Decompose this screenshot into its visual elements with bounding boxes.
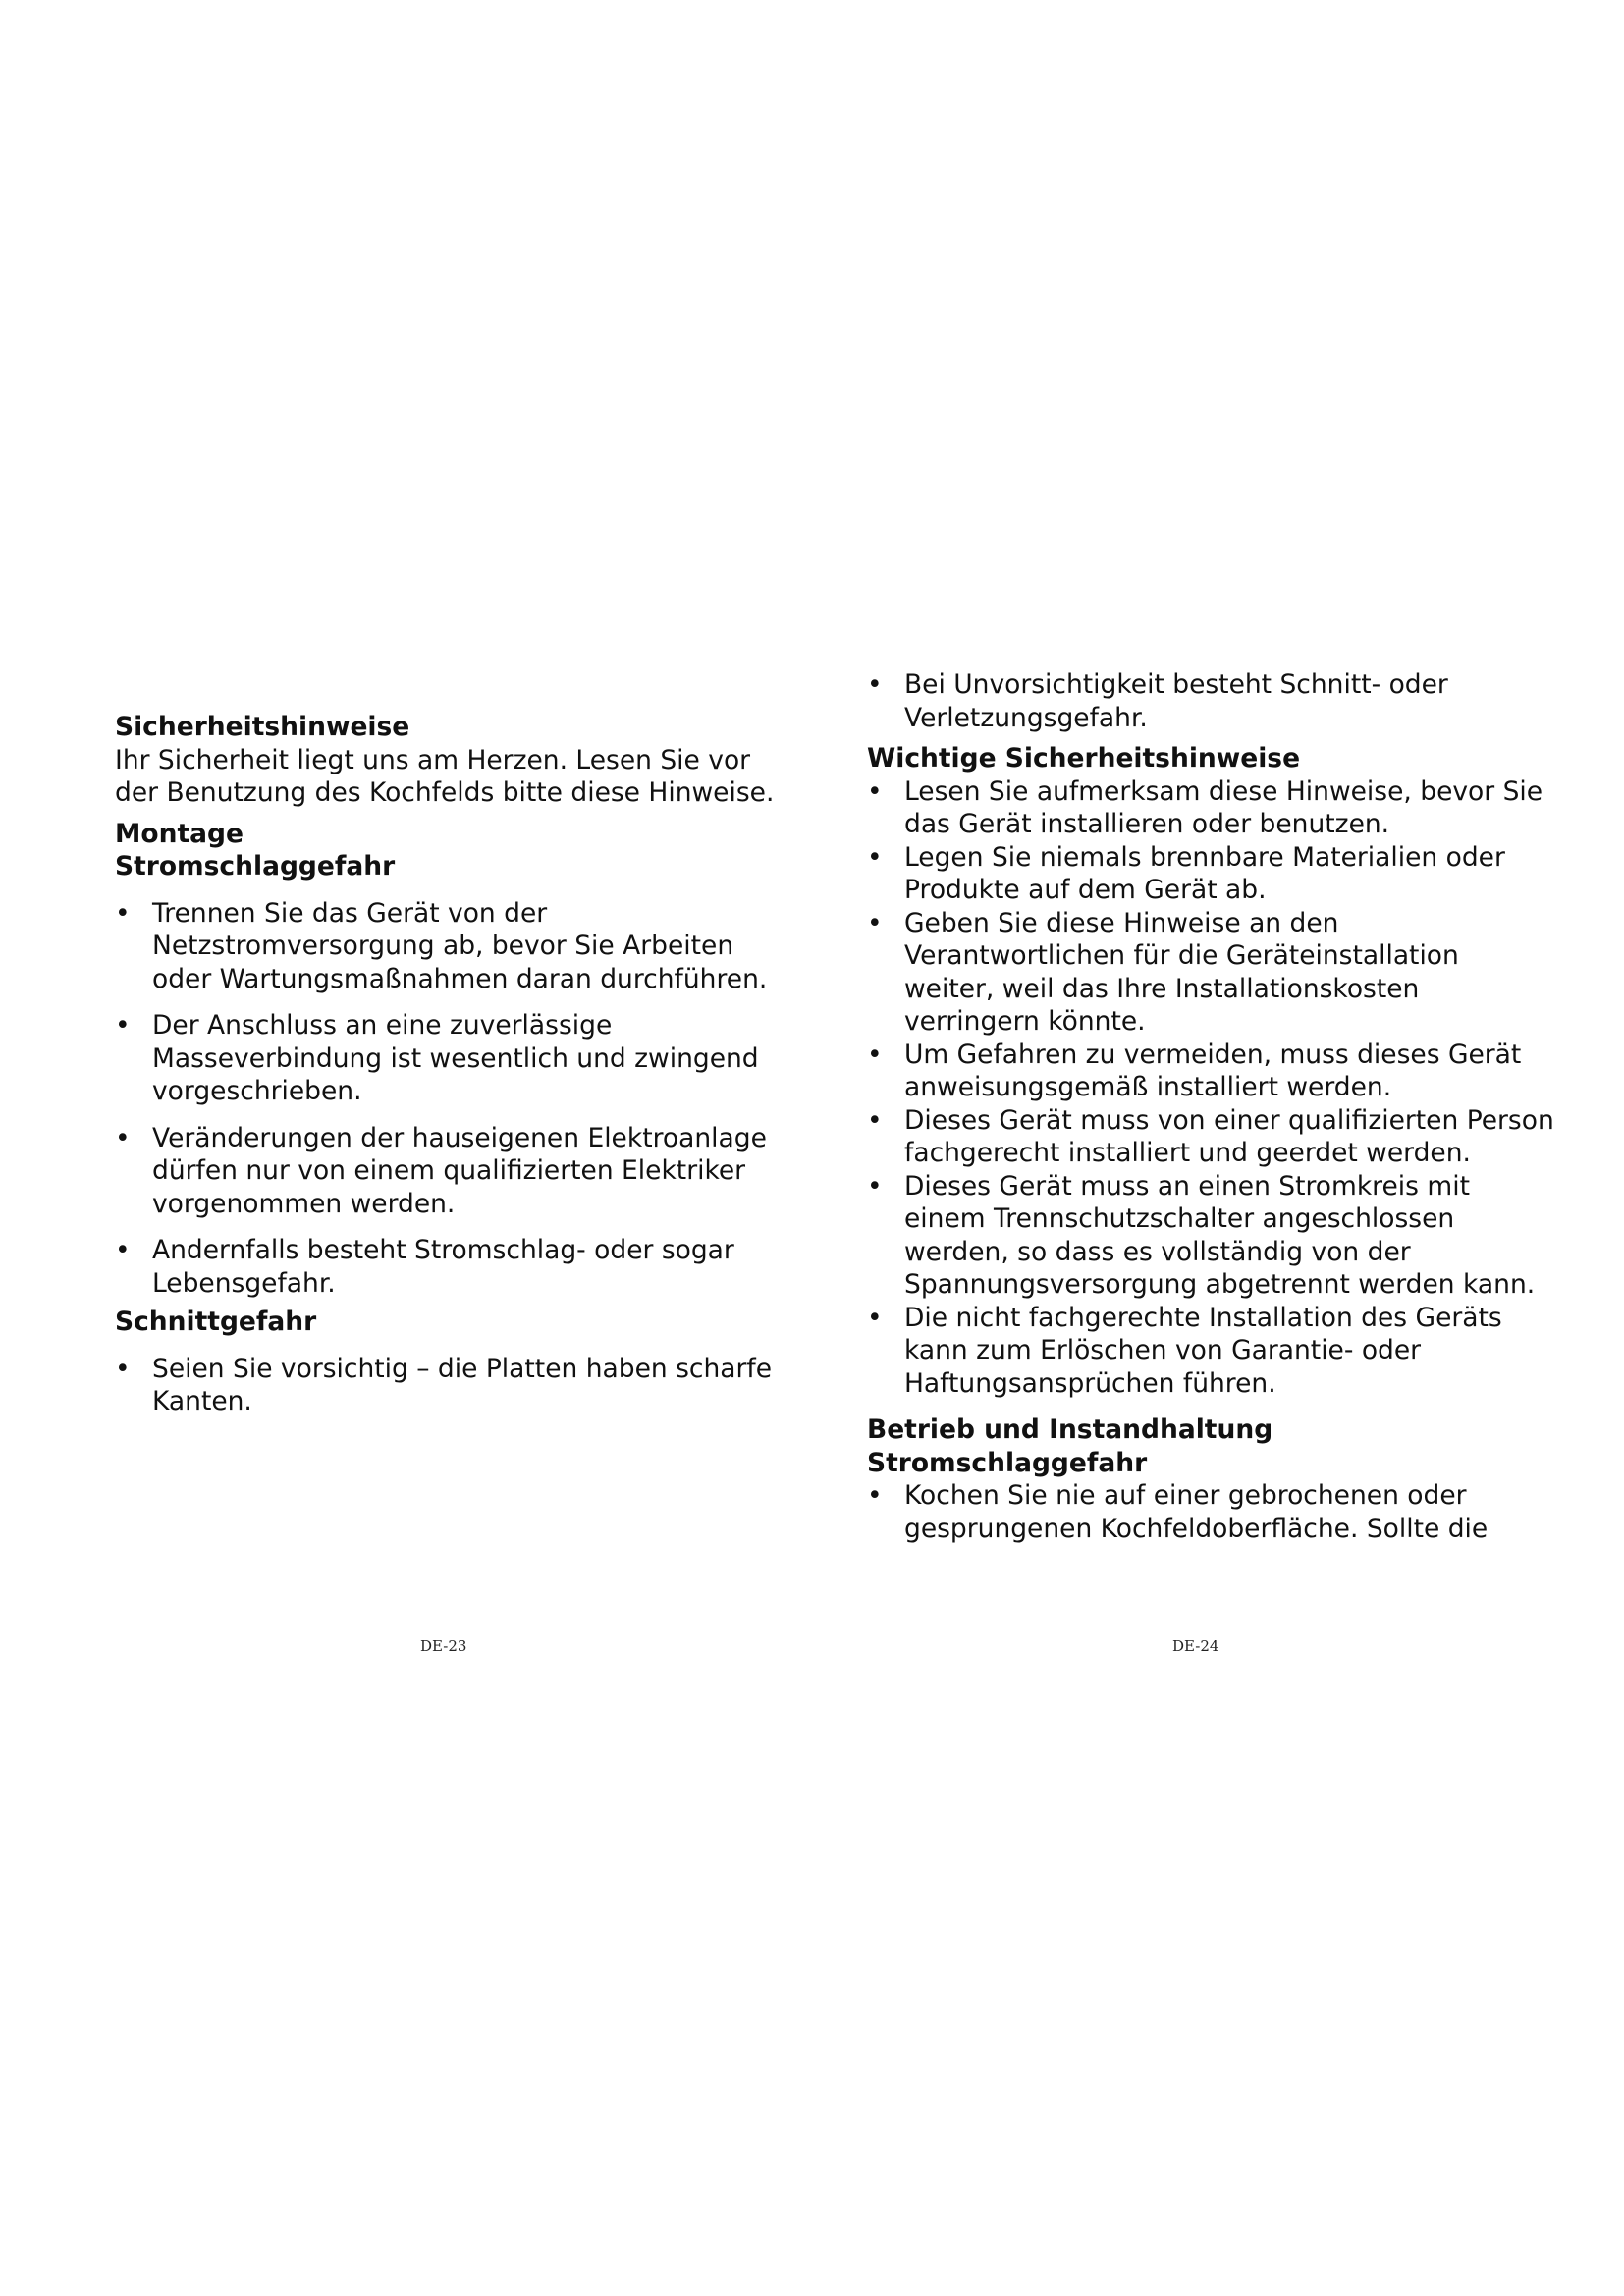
bullet-icon: • (115, 1122, 131, 1153)
list-item-text: Legen Sie niemals brennbare Materialien oder Produkte auf dem Gerät ab. (904, 841, 1505, 905)
list-item (867, 1479, 1554, 1545)
bullet-icon: • (867, 775, 883, 807)
list-item (115, 1122, 783, 1221)
left-page-column (115, 711, 783, 1418)
bullet-icon: • (867, 669, 883, 700)
bullet-icon: • (867, 841, 883, 873)
bullet-icon: • (115, 1010, 131, 1041)
list-item (115, 1009, 783, 1108)
list-item-text: Seien Sie vorsichtig – die Platten haben scharfe Kanten. (152, 1353, 773, 1416)
section-heading-cut-hazard: Schnittgefahr (115, 1307, 317, 1337)
continued-list (867, 668, 1554, 734)
list-item (867, 668, 1554, 734)
list-item (115, 897, 783, 996)
page-number-right: DE-24 (1172, 1637, 1219, 1655)
section-heading-montage: Montage (115, 818, 244, 849)
bullet-icon: • (115, 1235, 131, 1265)
section-heading-important-safety: Wichtige Sicherheitshinweise (867, 743, 1301, 774)
bullet-icon: • (867, 1480, 883, 1511)
list-item-text: Dieses Gerät muss von einer qualifizierten Person fachgerecht installiert und geerdet werden. (904, 1104, 1554, 1168)
list-item-text: Geben Sie diese Hinweise an den Verantwortlichen für die Geräteinstallation weiter, weil das Ihre Installationskosten verringern könnte. (904, 907, 1459, 1037)
bullet-icon: • (115, 1353, 131, 1384)
list-item (115, 1353, 783, 1418)
list-item-text: Lesen Sie aufmerksam diese Hinweise, bevor Sie das Gerät installieren oder benutzen. (904, 775, 1543, 839)
list-item-text: Veränderungen der hauseigenen Elektroanlage dürfen nur von einem qualifizierten Elektriker vorgenommen werden. (152, 1122, 767, 1219)
section-heading-electric-shock: Stromschlaggefahr (867, 1447, 1148, 1478)
section-title-safety: Sicherheitshinweise (115, 712, 410, 742)
bullet-icon: • (115, 897, 131, 929)
list-item (115, 1234, 783, 1300)
section-heading-electric-shock: Stromschlaggefahr (115, 851, 396, 881)
operation-list (867, 1479, 1554, 1545)
bullet-icon: • (867, 1039, 883, 1070)
list-item (867, 1039, 1554, 1104)
list-item-text: Um Gefahren zu vermeiden, muss dieses Gerät anweisungsgemäß installiert werden. (904, 1039, 1522, 1102)
list-item-text: Andernfalls besteht Stromschlag- oder sogar Lebensgefahr. (152, 1235, 734, 1299)
important-safety-list (867, 775, 1554, 1401)
list-item (867, 1302, 1554, 1401)
list-item (867, 841, 1554, 907)
electric-shock-list (115, 897, 783, 1301)
list-item (867, 1170, 1554, 1302)
bullet-icon: • (867, 1170, 883, 1201)
list-item-text: Der Anschluss an eine zuverlässige Masseverbindung ist wesentlich und zwingend vorgeschrieben. (152, 1010, 759, 1106)
list-item-text: Bei Unvorsichtigkeit besteht Schnitt- oder Verletzungsgefahr. (904, 669, 1448, 733)
bullet-icon: • (867, 1302, 883, 1333)
list-item-text: Dieses Gerät muss an einen Stromkreis mit einem Trennschutzschalter angeschlossen werden, so dass es vollständig von der Spannungsversorgung abgetrennt werden kann. (904, 1170, 1536, 1300)
bullet-icon: • (867, 907, 883, 938)
section-heading-operation-maintenance: Betrieb und Instandhaltung (867, 1415, 1273, 1445)
page-number-left: DE-23 (420, 1637, 467, 1655)
list-item (867, 907, 1554, 1039)
list-item-text: Kochen Sie nie auf einer gebrochenen oder gesprungenen Kochfeldoberfläche. Sollte die (904, 1480, 1489, 1544)
list-item-text: Trennen Sie das Gerät von der Netzstromversorgung ab, bevor Sie Arbeiten oder Wartungsmaßnahmen daran durchführen. (152, 897, 768, 994)
list-item-text: Die nicht fachgerechte Installation des Geräts kann zum Erlöschen von Garantie- oder Haftungsansprüchen führen. (904, 1302, 1502, 1399)
intro-paragraph: Ihr Sicherheit liegt uns am Herzen. Lesen Sie vor der Benutzung des Kochfelds bitte diese Hinweise. (115, 744, 775, 808)
cut-hazard-list (115, 1353, 783, 1418)
right-page-column (867, 668, 1554, 1545)
bullet-icon: • (867, 1104, 883, 1136)
list-item (867, 775, 1554, 841)
list-item (867, 1104, 1554, 1170)
